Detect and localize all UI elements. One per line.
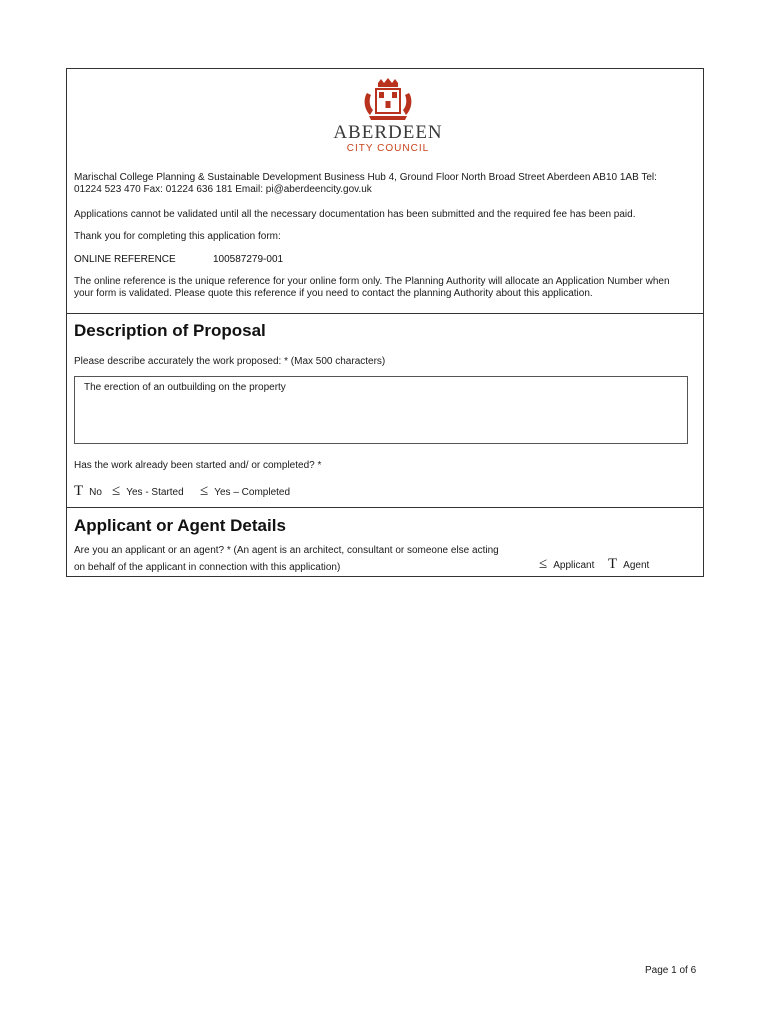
option-label: Agent — [623, 560, 650, 571]
logo-title: ABERDEEN — [333, 122, 443, 143]
option-label: Yes – Completed — [214, 487, 291, 498]
applicant-question-line-2: on behalf of the applicant in connection with this application) — [74, 562, 341, 573]
thanks-text: Thank you for completing this application form: — [74, 231, 281, 242]
selected-mark-icon: T — [608, 556, 618, 572]
proposal-prompt: Please describe accurately the work proposed: * (Max 500 characters) — [74, 356, 386, 367]
work-status-option-started[interactable] — [112, 485, 184, 499]
proposal-description-field[interactable]: The erection of an outbuilding on the property — [74, 376, 688, 444]
online-reference-label: ONLINE REFERENCE — [74, 254, 176, 265]
aberdeen-city-council-logo — [333, 77, 443, 159]
address-line-2: 01224 523 470 Fax: 01224 636 181 Email: pi@aberdeencity.gov.uk — [74, 184, 372, 195]
coat-of-arms-icon — [361, 77, 415, 121]
option-label: Yes - Started — [126, 487, 184, 498]
applicant-section-title: Applicant or Agent Details — [74, 516, 286, 535]
section-divider — [67, 507, 703, 508]
unselected-mark-icon: ≤ — [200, 483, 209, 499]
online-reference-row — [74, 254, 283, 266]
unselected-mark-icon: ≤ — [539, 556, 548, 572]
role-option-agent[interactable] — [608, 558, 649, 572]
work-started-question: Has the work already been started and/ or completed? * — [74, 460, 322, 471]
reference-note-line-1: The online reference is the unique reference for your online form only. The Planning Authority will allocate an Application Number when — [74, 276, 670, 287]
option-label: No — [89, 487, 102, 498]
address-line-1: Marischal College Planning & Sustainable Development Business Hub 4, Ground Floor North Broad Street Aberdeen AB10 1AB Tel: — [74, 172, 657, 183]
page-number: Page 1 of 6 — [645, 965, 697, 976]
application-form — [66, 68, 704, 577]
work-status-option-completed[interactable] — [200, 485, 290, 499]
form-header — [67, 69, 703, 313]
online-reference-value: 100587279-001 — [213, 254, 284, 265]
proposal-section-title: Description of Proposal — [74, 321, 266, 340]
option-label: Applicant — [553, 560, 595, 571]
section-divider — [67, 313, 703, 314]
logo-subtitle: CITY COUNCIL — [346, 143, 430, 154]
unselected-mark-icon: ≤ — [112, 483, 121, 499]
applicant-question-line-1: Are you an applicant or an agent? * (An agent is an architect, consultant or someone else acting — [74, 545, 499, 556]
validation-note: Applications cannot be validated until all the necessary documentation has been submitted and the required fee has been paid. — [74, 209, 636, 220]
reference-note-line-2: your form is validated. Please quote this reference if you need to contact the planning Authority about this application. — [74, 288, 593, 299]
role-option-applicant[interactable] — [539, 558, 594, 572]
selected-mark-icon: T — [74, 483, 84, 499]
work-status-option-no[interactable] — [74, 485, 102, 499]
